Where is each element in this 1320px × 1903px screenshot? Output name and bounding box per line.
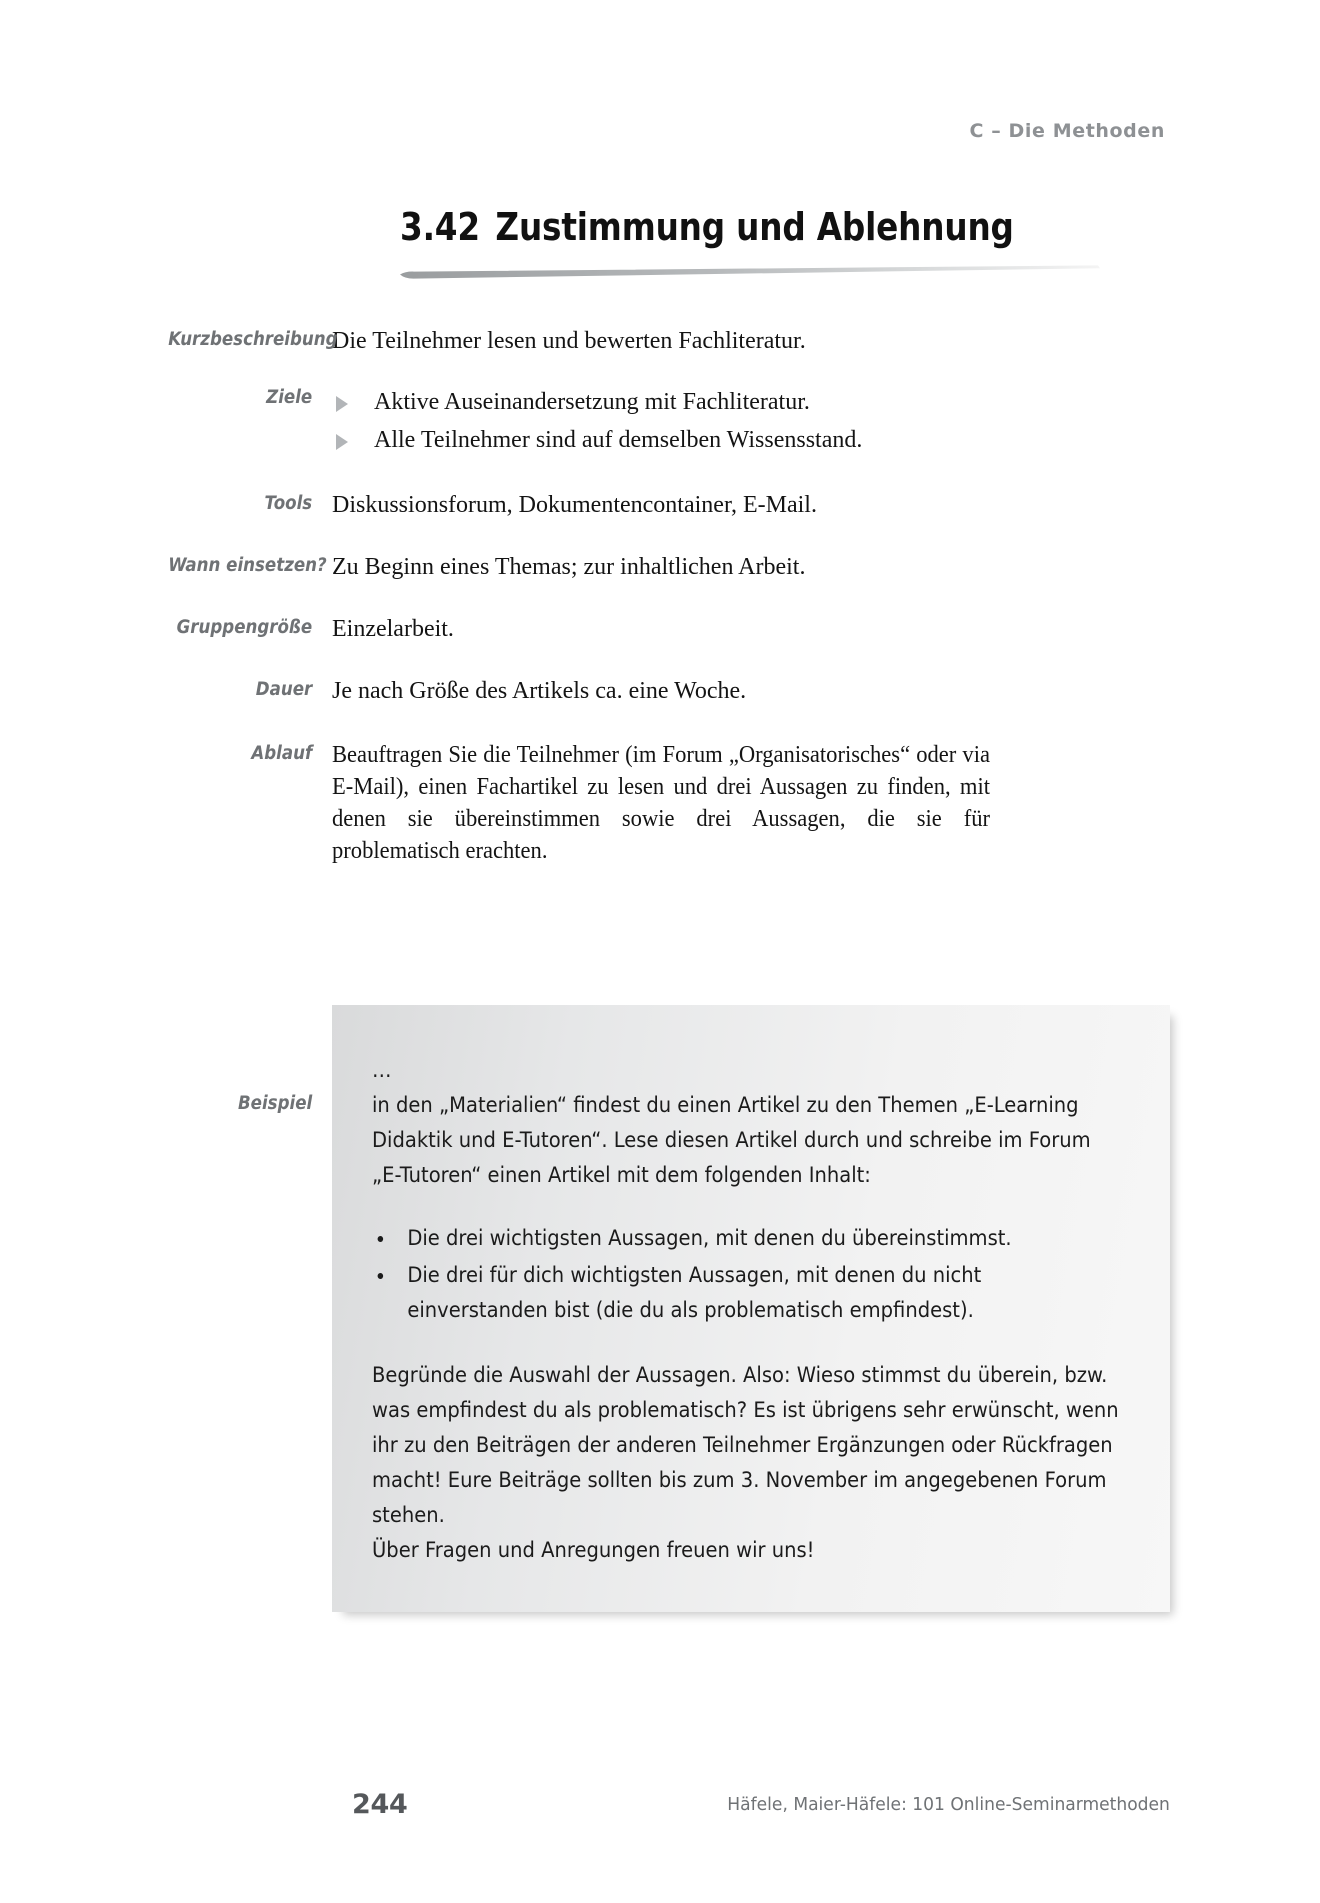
example-intro: in den „Materialien“ findest du einen Artikel zu den Themen „E-Learning Didaktik und E-Tutoren“. Lese diesen Artikel durch und schreibe im Forum „E-Tutoren“ einen Artikel mit dem folgenden Inhalt: bbox=[372, 1093, 1091, 1187]
example-box bbox=[332, 1005, 1170, 1612]
method-detail-rows bbox=[150, 325, 1170, 893]
triangle-bullet-icon bbox=[336, 396, 348, 412]
row-kurzbeschreibung bbox=[150, 325, 1170, 357]
example-row bbox=[150, 1005, 1170, 1612]
row-label: Dauer bbox=[255, 679, 313, 700]
row-content bbox=[332, 613, 1170, 645]
example-closing: Begründe die Auswahl der Aussagen. Also: Wieso stimmst du überein, bzw. was empfindest du als problematisch? Es ist übrigens sehr erwünscht, wenn ihr zu den Beiträgen der anderen Teilnehmer Ergänzungen oder Rückfragen macht! Eure Beiträge sollten bis zum 3. November im angegebenen Forum stehen. bbox=[372, 1363, 1119, 1527]
title-rule-decoration bbox=[400, 265, 1100, 281]
row-text: Diskussionsforum, Dokumentencontainer, E-Mail. bbox=[332, 492, 817, 518]
row-label: Kurzbeschreibung bbox=[168, 329, 338, 350]
row-content bbox=[332, 551, 1170, 583]
row-dauer bbox=[150, 675, 1170, 707]
running-head: C – Die Methoden bbox=[969, 120, 1165, 142]
row-text: Die Teilnehmer lesen und bewerten Fachliteratur. bbox=[332, 328, 806, 354]
page-number: 244 bbox=[352, 1789, 408, 1820]
row-tools bbox=[150, 489, 1170, 521]
row-content bbox=[332, 739, 1170, 867]
example-label: Beispiel bbox=[237, 1093, 313, 1114]
list-item bbox=[372, 1258, 1122, 1328]
spacer bbox=[372, 1193, 1126, 1221]
page-title bbox=[400, 205, 1062, 249]
example-bullet-list bbox=[372, 1221, 1122, 1328]
row-text: Einzelarbeit. bbox=[332, 616, 454, 642]
row-content bbox=[332, 383, 1170, 459]
row-text: Je nach Größe des Artikels ca. eine Woche. bbox=[332, 678, 747, 704]
row-content bbox=[332, 325, 1170, 357]
section-title: Zustimmung und Ablehnung bbox=[495, 205, 1014, 249]
row-label: Gruppengröße bbox=[176, 617, 313, 638]
list-item-label: Die drei für dich wichtigsten Aussagen, mit denen du nicht einverstanden bist (die du als problematisch empfindest). bbox=[407, 1263, 982, 1322]
row-label: Ablauf bbox=[251, 743, 313, 764]
row-label: Wann einsetzen? bbox=[168, 555, 327, 576]
row-label: Tools bbox=[264, 493, 313, 514]
list-item bbox=[332, 421, 1170, 459]
footer-credit: Häfele, Maier-Häfele: 101 Online-Seminarmethoden bbox=[727, 1794, 1170, 1815]
title-block bbox=[400, 205, 1170, 249]
row-gruppengroesse bbox=[150, 613, 1170, 645]
dot-bullet-icon bbox=[378, 1236, 384, 1242]
row-content bbox=[332, 675, 1170, 707]
example-closing-last-line: Über Fragen und Anregungen freuen wir uns! bbox=[372, 1538, 815, 1562]
list-item-label: Alle Teilnehmer sind auf demselben Wissensstand. bbox=[374, 427, 863, 453]
list-item-label: Aktive Auseinandersetzung mit Fachliteratur. bbox=[374, 389, 810, 415]
row-text: Zu Beginn eines Themas; zur inhaltlichen Arbeit. bbox=[332, 554, 806, 580]
row-ziele bbox=[150, 383, 1170, 459]
row-ablauf bbox=[150, 739, 1170, 867]
row-label: Ziele bbox=[266, 387, 313, 408]
example-ellipsis: … bbox=[372, 1058, 392, 1082]
row-wann-einsetzen bbox=[150, 551, 1170, 583]
spacer bbox=[372, 1330, 1126, 1358]
list-item-label: Die drei wichtigsten Aussagen, mit denen du übereinstimmst. bbox=[407, 1226, 1012, 1250]
section-number: 3.42 bbox=[400, 205, 480, 249]
triangle-bullet-icon bbox=[336, 434, 348, 450]
row-text: Beauftragen Sie die Teilnehmer (im Forum „Organisatorisches“ oder via E-Mail), einen Fachartikel zu lesen und drei Aussagen zu finden, mit denen sie übereinstimmen sowie drei Aussagen, die sie für problematisch erachten. bbox=[332, 742, 990, 864]
dot-bullet-icon bbox=[378, 1273, 384, 1279]
goal-list bbox=[332, 383, 1170, 459]
list-item bbox=[372, 1221, 1122, 1256]
list-item bbox=[332, 383, 1170, 421]
row-content bbox=[332, 489, 1170, 521]
